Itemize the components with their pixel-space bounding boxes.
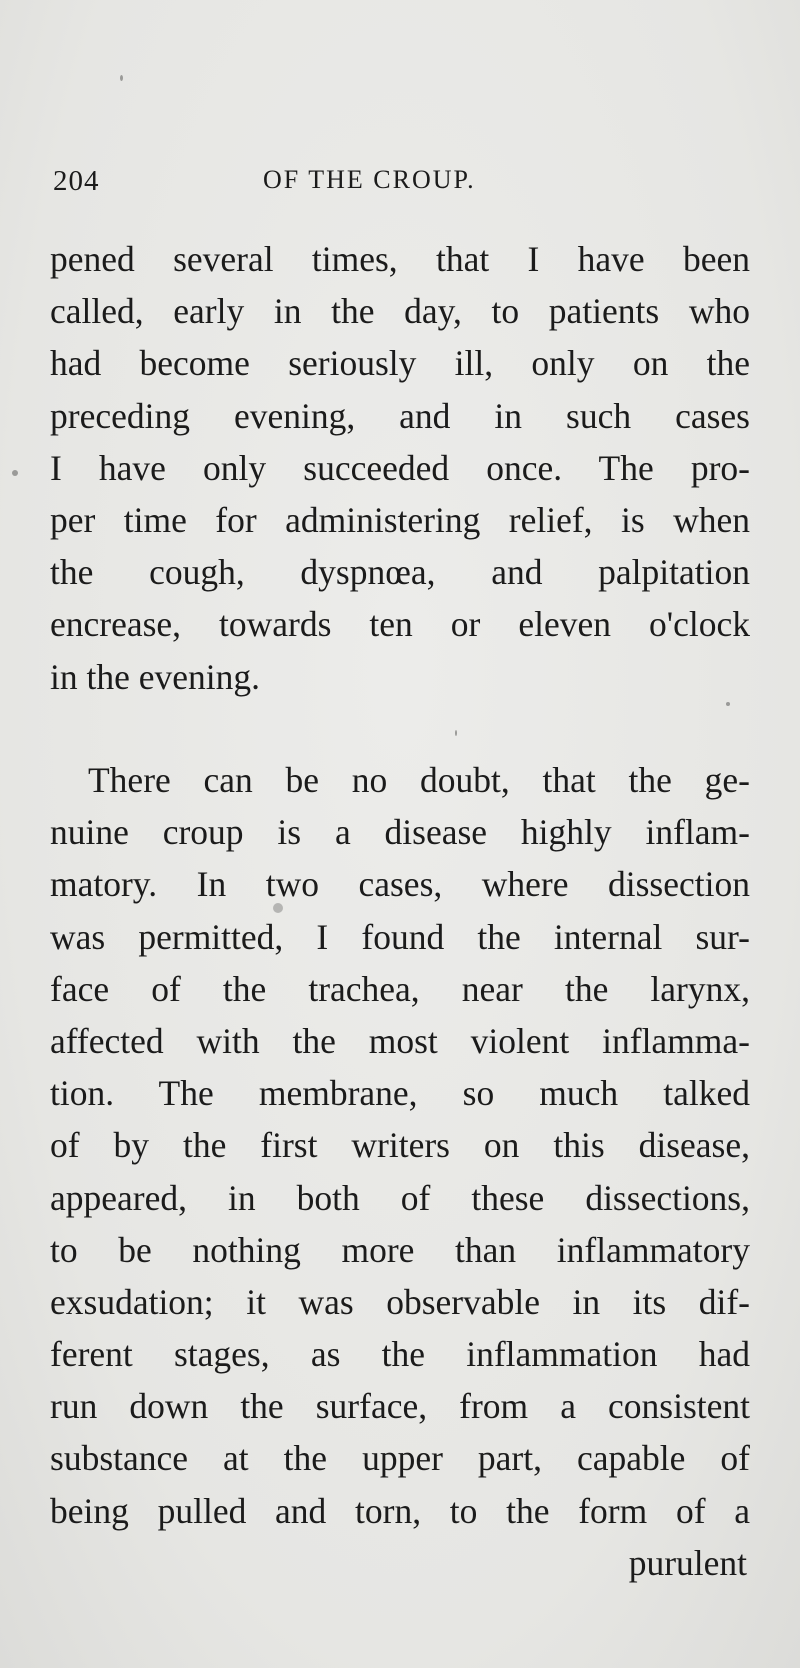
text-line: per time for administering relief, is when	[50, 499, 750, 540]
text-line: There can be no doubt, that the ge-	[88, 760, 750, 800]
text-line: I have only succeeded once. The pro-	[50, 447, 750, 488]
text-line: encrease, towards ten or eleven o'clock	[50, 604, 750, 645]
paper-speck	[12, 470, 18, 476]
text-line: nuine croup is a disease highly inflam-	[50, 812, 750, 853]
text-line: of by the first writers on this disease,	[50, 1125, 750, 1166]
catchword: purulent	[628, 1543, 747, 1583]
text-line: ferent stages, as the inflammation had	[50, 1334, 750, 1375]
paper-speck	[455, 730, 457, 736]
text-line: the cough, dyspnœa, and palpitation	[50, 552, 750, 593]
text-line: run down the surface, from a consistent	[50, 1386, 750, 1427]
text-line: preceding evening, and in such cases	[50, 395, 750, 436]
text-line: tion. The membrane, so much talked	[50, 1073, 750, 1114]
text-line: in the evening.	[50, 656, 260, 697]
paragraph-1	[50, 233, 750, 703]
running-head-title: OF THE CROUP.	[263, 165, 476, 194]
running-head	[53, 165, 753, 205]
paper-speck	[120, 75, 123, 81]
text-line: matory. In two cases, where dissection	[50, 864, 750, 905]
text-line: had become seriously ill, only on the	[50, 343, 750, 384]
paragraph-2	[50, 754, 750, 1537]
text-line: pened several times, that I have been	[50, 239, 750, 279]
text-line: was permitted, I found the internal sur-	[50, 916, 750, 957]
text-line: being pulled and torn, to the form of a	[50, 1490, 750, 1531]
page-number: 204	[53, 165, 100, 197]
text-line: to be nothing more than inflammatory	[50, 1229, 750, 1270]
text-line: exsudation; it was observable in its dif-	[50, 1281, 750, 1322]
text-line: affected with the most violent inflamma-	[50, 1020, 750, 1061]
text-line: face of the trachea, near the larynx,	[50, 968, 750, 1009]
text-line: substance at the upper part, capable of	[50, 1438, 750, 1479]
text-line: appeared, in both of these dissections,	[50, 1177, 750, 1218]
text-line: called, early in the day, to patients who	[50, 291, 750, 332]
